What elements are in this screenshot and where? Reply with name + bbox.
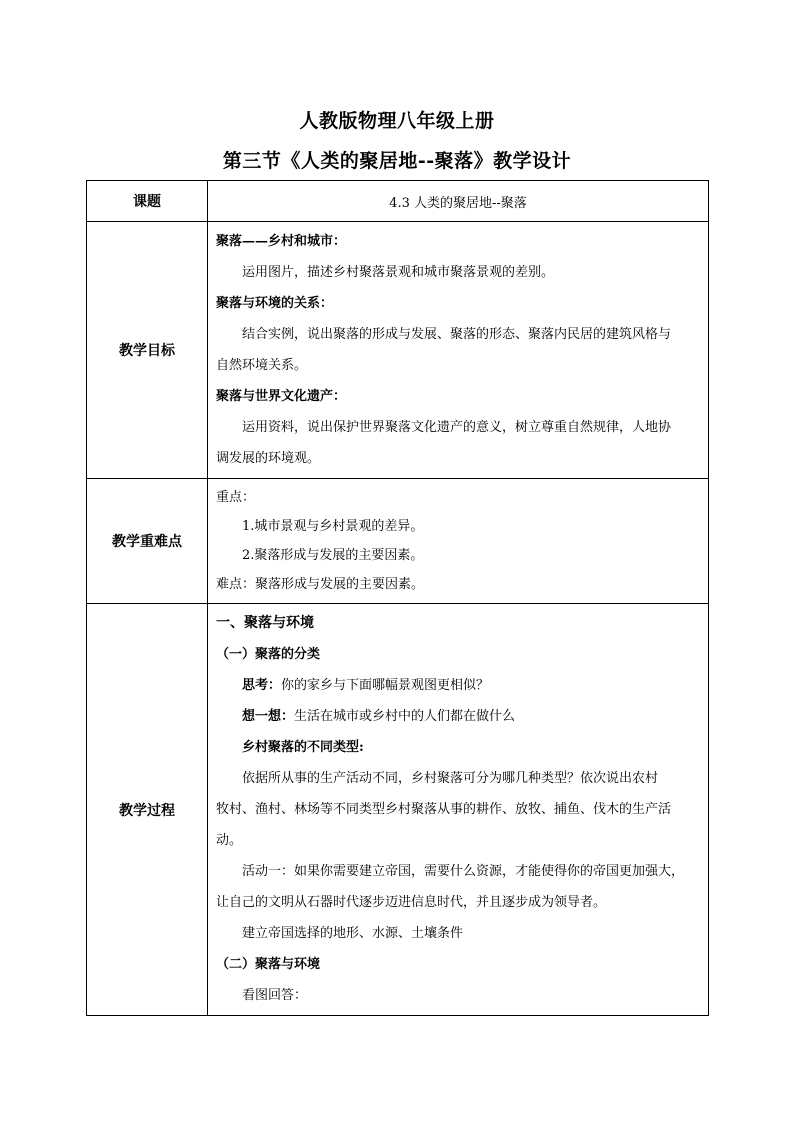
difficult-point: 难点：聚落形成与发展的主要因素。 bbox=[216, 577, 425, 592]
objective-text-1: 运用图片，描述乡村聚落景观和城市聚落景观的差别。 bbox=[242, 265, 555, 280]
objective-heading-1: 聚落——乡村和城市： bbox=[216, 234, 347, 249]
topic-value: 4.3 人类的聚居地--聚落 bbox=[208, 181, 709, 222]
process-row bbox=[87, 604, 709, 1016]
objective-heading-2: 聚落与环境的关系： bbox=[216, 296, 334, 311]
process-text-1b: 牧村、渔村、林场等不同类型乡村聚落从事的耕作、放牧、捕鱼、伐木的生产活 bbox=[216, 802, 672, 817]
key-points-row bbox=[87, 479, 709, 604]
process-content bbox=[208, 604, 709, 1016]
objective-text-2b: 自然环境关系。 bbox=[216, 358, 308, 373]
objectives-row bbox=[87, 222, 709, 479]
rural-types-heading: 乡村聚落的不同类型: bbox=[242, 740, 364, 755]
think-line bbox=[216, 670, 700, 701]
process-label: 教学过程 bbox=[87, 604, 208, 1016]
objectives-content bbox=[208, 222, 709, 479]
document-title: 人教版物理八年级上册 bbox=[299, 110, 495, 132]
process-section-1: 一、聚落与环境 bbox=[216, 615, 314, 631]
idea-line bbox=[216, 701, 700, 732]
process-text-1a: 依据所从事的生产活动不同，乡村聚落可分为哪几种类型？依次说出农村 bbox=[242, 771, 659, 786]
key-points-label: 教学重难点 bbox=[87, 479, 208, 604]
objective-text-2a: 结合实例，说出聚落的形成与发展、聚落的形态、聚落内民居的建筑风格与 bbox=[242, 327, 672, 342]
look-and-answer-text: 看图回答： bbox=[242, 988, 308, 1003]
objective-text-3a: 运用资料，说出保护世界聚落文化遗产的意义，树立尊重自然规律，人地协 bbox=[242, 420, 672, 435]
empire-conditions-text: 建立帝国选择的地形、水源、土壤条件 bbox=[242, 926, 464, 941]
document-subtitle: 第三节《人类的聚居地--聚落》教学设计 bbox=[222, 150, 572, 172]
idea-label: 想一想： bbox=[242, 709, 295, 724]
think-label: 思考： bbox=[242, 678, 282, 693]
process-subsection-1: （一）聚落的分类 bbox=[216, 647, 321, 662]
objective-heading-3: 聚落与世界文化遗产： bbox=[216, 389, 347, 404]
activity-text-b: 让自己的文明从石器时代逐步迈进信息时代，并且逐步成为领导者。 bbox=[216, 895, 607, 910]
topic-label: 课题 bbox=[87, 181, 208, 222]
objectives-label: 教学目标 bbox=[87, 222, 208, 479]
key-points-content bbox=[208, 479, 709, 604]
process-subsection-2: （二）聚落与环境 bbox=[216, 957, 321, 972]
lesson-plan-table bbox=[86, 180, 709, 1016]
process-text-1c: 动。 bbox=[216, 833, 243, 848]
key-point-2: 2.聚落形成与发展的主要因素。 bbox=[242, 548, 424, 563]
key-point-heading: 重点： bbox=[216, 490, 256, 505]
objective-text-3b: 调发展的环境观。 bbox=[216, 451, 321, 466]
key-point-1: 1.城市景观与乡村景观的差异。 bbox=[242, 519, 424, 534]
activity-text-a: 活动一：如果你需要建立帝国，需要什么资源，才能使得你的帝国更加强大， bbox=[242, 864, 685, 879]
think-text: 你的家乡与下面哪幅景观图更相似？ bbox=[281, 678, 490, 693]
idea-text: 生活在城市或乡村中的人们都在做什么 bbox=[294, 709, 516, 724]
topic-row bbox=[87, 181, 709, 222]
